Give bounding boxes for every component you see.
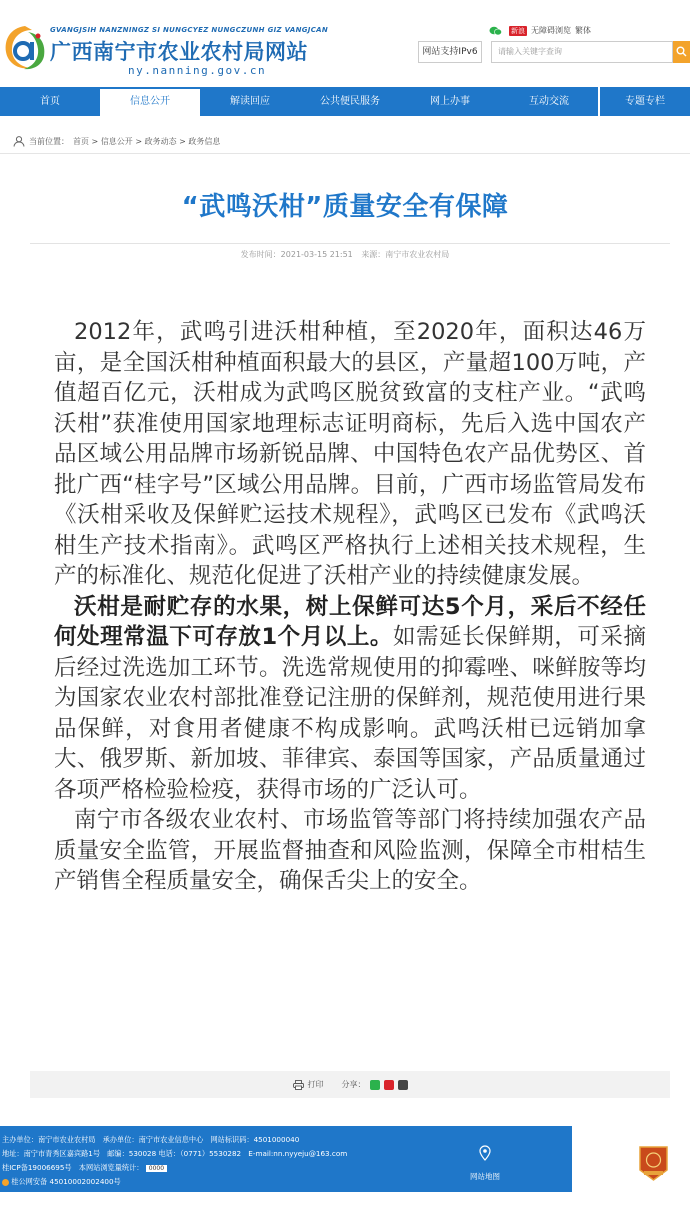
article-paragraph: 南宁市各级农业农村、市场监管等部门将持续加强农产品质量安全监管，开展监督抽查和风险监测，保障全市柑桔生产销售全程质量安全，确保舌尖上的安全。 <box>54 807 646 894</box>
nav-item-public-service[interactable]: 公共便民服务 <box>320 96 380 107</box>
article-paragraph <box>54 592 646 806</box>
nav-item-special-topics[interactable]: 专题专栏 <box>625 96 665 107</box>
article-bold-text: 沃柑是耐贮存的水果，树上保鲜可达5个月，采后不经任何处理常温下可存放1个月以上。 <box>54 593 646 650</box>
wechat-icon[interactable] <box>489 26 502 36</box>
police-badge-icon <box>2 1179 9 1186</box>
search-button[interactable] <box>673 41 690 63</box>
printer-icon[interactable] <box>293 1080 304 1090</box>
article-body <box>54 317 646 897</box>
nav-item-online-service[interactable]: 网上办事 <box>430 96 470 107</box>
breadcrumb-prefix: 当前位置： <box>29 137 69 146</box>
publish-time: 发布时间：2021-03-15 21:51 <box>240 250 353 259</box>
nav-item-home[interactable]: 首页 <box>40 96 60 107</box>
sitemap-link[interactable] <box>465 1145 505 1182</box>
map-pin-icon <box>479 1145 491 1161</box>
article-source: 来源：南宁市农业农村局 <box>361 250 450 259</box>
site-name-pinyin: GVANGJSIH NANZNINGZ SI NUNGCYEZ NUNGCZUNH GIZ VANGJCAN <box>50 26 329 34</box>
nav-item-interpretation[interactable]: 解读回应 <box>230 96 270 107</box>
bottom-strip <box>0 1192 690 1214</box>
nav-item-interaction[interactable]: 互动交流 <box>529 96 569 107</box>
article-title: “武鸣沃柑”质量安全有保障 <box>181 192 509 222</box>
site-name: 广西南宁市农业农村局网站 <box>50 40 308 64</box>
barrier-free-link[interactable]: 无障碍浏览 <box>531 26 571 35</box>
visit-counter: 0000 <box>146 1165 167 1172</box>
ipv6-badge: 网站支持IPv6 <box>418 41 482 63</box>
site-logo-icon[interactable] <box>2 22 48 72</box>
footer-police-text[interactable]: 桂公网安备 45010002002400号 <box>11 1177 121 1186</box>
search-icon <box>676 46 687 57</box>
article-paragraph: 2012年，武鸣引进沃柑种植，至2020年，面积达46万亩，是全国沃柑种植面积最大的县区，产量超100万吨，产值超百亿元，沃柑成为武鸣区脱贫致富的支柱产业。“武鸣沃柑”获准使用国家地理标志证明商标，先后入选中国农产品区域公用品牌市场新锐品牌、中国特色农产品优势区、首批广西“桂字号”区域公用品牌。目前，广西市场监管局发布《沃柑采收及保鲜贮运技术规程》，武鸣区已发布《武鸣沃柑生产技术指南》。武鸣区严格执行上述相关技术规程，生产的标准化、规范化促进了沃柑产业的持续健康发展。 <box>54 319 646 589</box>
article-text: 如需延长保鲜期，可采摘后经过洗选加工环节。洗选常规使用的抑霉唑、咪鲜胺等均为国家农业农村部批准登记注册的保鲜剂，规范使用进行果品保鲜，对食用者健康不构成影响。武鸣沃柑已远销加拿大、俄罗斯、新加坡、菲律宾、泰国等国家，产品质量通过各项严格检验检疫，获得市场的广泛认可。 <box>54 624 646 803</box>
nav-item-info-disclosure[interactable]: 信息公开 <box>100 87 200 116</box>
gov-site-error-badge-icon[interactable] <box>638 1144 669 1182</box>
breadcrumb <box>13 136 220 147</box>
breadcrumb-divider <box>0 153 690 154</box>
qq-share-icon[interactable] <box>398 1080 408 1090</box>
article-meta <box>0 249 690 260</box>
footer-organizer: 主办单位：南宁市农业农村局 承办单位：南宁市农业信息中心 网站标识码：4501000040 <box>2 1135 300 1144</box>
main-nav <box>0 87 690 116</box>
traditional-chinese-link[interactable]: 繁体 <box>575 26 591 35</box>
site-header <box>0 0 690 87</box>
footer-address: 地址：南宁市青秀区嘉宾路1号 邮编：530028 电话：（0771）5530282 E-mail:nn.nyyeju@163.com <box>2 1149 348 1158</box>
search-input[interactable]: 请输入关键字查询 <box>491 41 673 63</box>
wechat-share-icon[interactable] <box>370 1080 380 1090</box>
footer-icp <box>2 1163 167 1173</box>
site-domain: ny.nanning.gov.cn <box>128 64 267 77</box>
top-links <box>489 25 591 36</box>
user-location-icon <box>13 136 25 147</box>
breadcrumb-path[interactable]: 首页 > 信息公开 > 政务动态 > 政务信息 <box>73 137 221 146</box>
print-link[interactable]: 打印 <box>307 1080 324 1089</box>
footer-police <box>2 1177 121 1187</box>
weibo-share-icon[interactable] <box>384 1080 394 1090</box>
share-bar <box>30 1071 670 1098</box>
sitemap-label: 网站地图 <box>470 1172 500 1181</box>
title-divider <box>30 243 670 244</box>
share-label: 分享： <box>341 1080 366 1089</box>
footer-icp-text[interactable]: 桂ICP备19006695号 本网站浏览量统计： <box>2 1163 144 1172</box>
weibo-icon[interactable]: 新浪 <box>511 26 525 35</box>
